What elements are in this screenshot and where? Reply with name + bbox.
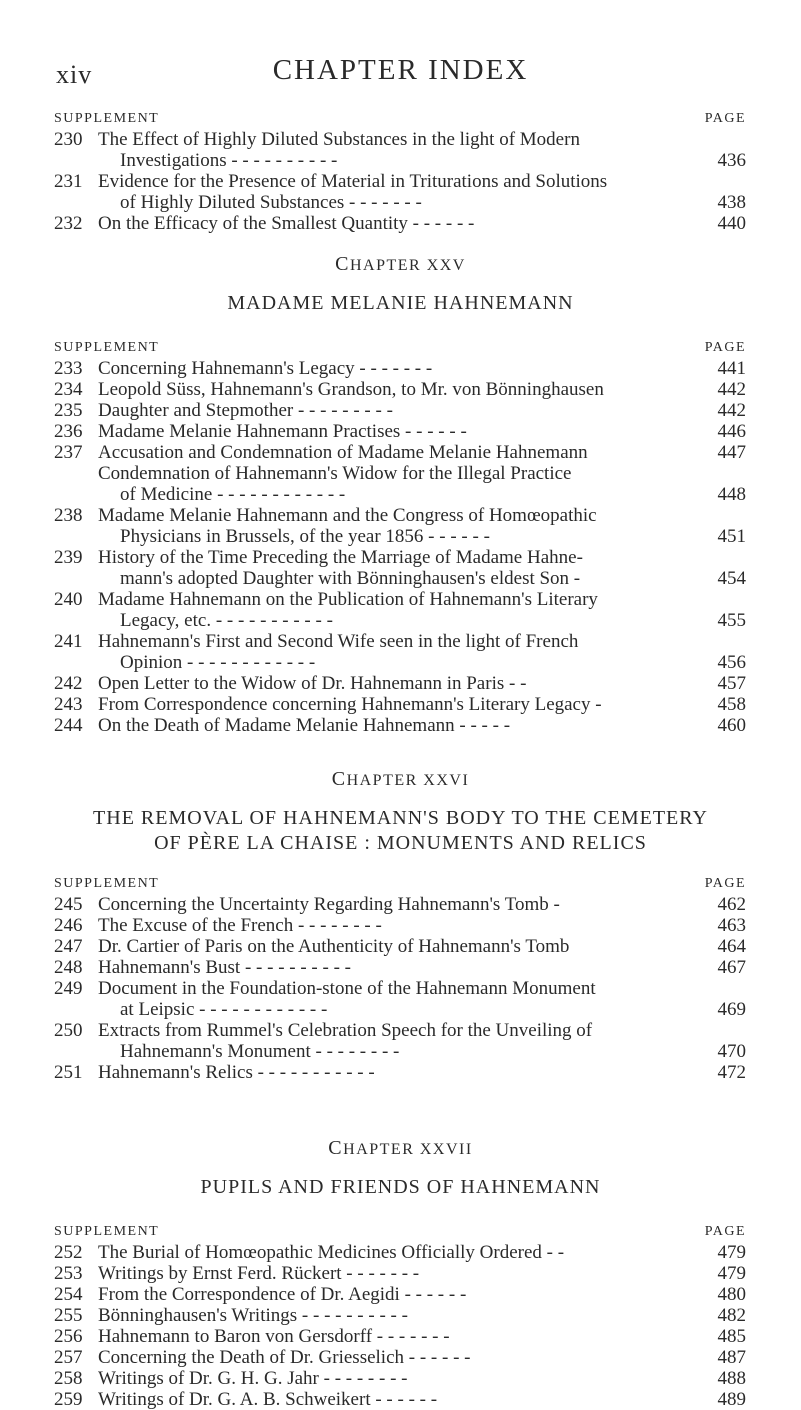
entry-title [98, 505, 686, 547]
entry-title [98, 631, 686, 673]
page-number: 467 [717, 957, 746, 978]
supplement-number: 242 [54, 673, 83, 694]
page-header: PAGE [704, 1224, 746, 1239]
column-headers [54, 336, 746, 358]
entry-title-line: From Correspondence concerning Hahnemann's Literary Legacy - [98, 694, 602, 715]
entry-title-line: From the Correspondence of Dr. Aegidi - - - - - - [98, 1284, 467, 1305]
page-number: 487 [717, 1347, 746, 1368]
page-number: 479 [717, 1263, 746, 1284]
supplement-number: 234 [54, 379, 83, 400]
section-continued [54, 107, 746, 234]
supplement-number: 257 [54, 1347, 83, 1368]
entry-title-line: at Leipsic - - - - - - - - - - - - [120, 999, 328, 1020]
entry-title [98, 978, 686, 1020]
page-number: 462 [717, 894, 746, 915]
entry-title-line: Hahnemann's Relics - - - - - - - - - - - [98, 1062, 375, 1083]
supplement-number: 246 [54, 915, 83, 936]
entry-title [98, 1020, 686, 1062]
supplement-number: 238 [54, 505, 83, 526]
supplement-header: SUPPLEMENT [54, 1224, 160, 1239]
index-entry [54, 1020, 746, 1062]
entry-title-line: Dr. Cartier of Paris on the Authenticity of Hahnemann's Tomb [98, 936, 570, 957]
entry-title-line: Madame Melanie Hahnemann Practises - - - - - - [98, 421, 467, 442]
entry-title-line: The Burial of Homœopathic Medicines Officially Ordered - - [98, 1242, 565, 1263]
index-entry [54, 1263, 746, 1284]
supplement-number: 239 [54, 547, 83, 568]
page-number: 451 [717, 526, 746, 547]
entry-title [98, 442, 686, 463]
index-entry [54, 936, 746, 957]
page-number: 479 [717, 1242, 746, 1263]
supplement-number: 248 [54, 957, 83, 978]
page-number: 447 [717, 442, 746, 463]
page-number: 456 [717, 652, 746, 673]
entry-title-line: Extracts from Rummel's Celebration Speech for the Unveiling of [98, 1020, 593, 1041]
entry-title-line: Writings of Dr. G. H. G. Jahr - - - - - - - - [98, 1368, 408, 1389]
index-entry [54, 1305, 746, 1326]
page-header: PAGE [704, 340, 746, 355]
entry-title [98, 715, 686, 736]
supplement-number: 252 [54, 1242, 83, 1263]
entry-title [98, 936, 686, 957]
index-entry [54, 978, 746, 1020]
index-entry [54, 129, 746, 171]
supplement-number: 243 [54, 694, 83, 715]
index-entry [54, 957, 746, 978]
chapter-title-line: OF PÈRE LA CHAISE : MONUMENTS AND RELICS [154, 832, 647, 854]
entry-title [98, 1263, 686, 1284]
page-number: 442 [717, 400, 746, 421]
entry-list [54, 894, 746, 1083]
entry-list [54, 129, 746, 234]
entry-title [98, 1062, 686, 1083]
index-entry [54, 379, 746, 400]
entry-title-line: Daughter and Stepmother - - - - - - - - - [98, 400, 393, 421]
page-number: 448 [717, 484, 746, 505]
supplement-number: 259 [54, 1389, 83, 1410]
entry-title-line: Writings by Ernst Ferd. Rückert - - - - - - - [98, 1263, 420, 1284]
page-number: 440 [717, 213, 746, 234]
supplement-number: 235 [54, 400, 83, 421]
supplement-number: 232 [54, 213, 83, 234]
index-entry [54, 1242, 746, 1263]
page-number: 455 [717, 610, 746, 631]
page-number: 469 [717, 999, 746, 1020]
chapter-title-xxvi [0, 806, 801, 856]
supplement-number: 244 [54, 715, 83, 736]
page-header: PAGE [704, 111, 746, 126]
index-entry [54, 421, 746, 442]
entry-title [98, 1368, 686, 1389]
entry-title-line: Physicians in Brussels, of the year 1856 - - - - - - [120, 526, 490, 547]
index-entry [54, 463, 746, 505]
index-entry [54, 505, 746, 547]
chapter-label-cap: C [335, 253, 350, 275]
entry-title [98, 915, 686, 936]
entry-title [98, 1326, 686, 1347]
index-entry [54, 915, 746, 936]
entry-title [98, 400, 686, 421]
entry-title-line: Hahnemann to Baron von Gersdorff - - - - - - - [98, 1326, 450, 1347]
supplement-number: 256 [54, 1326, 83, 1347]
index-entry [54, 715, 746, 736]
chapter-title-line: MADAME MELANIE HAHNEMANN [227, 292, 574, 314]
chapter-label-rest: HAPTER XXV [349, 257, 466, 274]
supplement-header: SUPPLEMENT [54, 340, 160, 355]
index-entry [54, 589, 746, 631]
running-title: CHAPTER INDEX [272, 54, 529, 86]
entry-title-line: Hahnemann's Monument - - - - - - - - [120, 1041, 400, 1062]
page-number: 436 [717, 150, 746, 171]
entry-list [54, 358, 746, 736]
chapter-label-xxv [0, 253, 801, 276]
entry-title [98, 673, 686, 694]
entry-title [98, 1389, 686, 1410]
section-chapter-xxv [54, 336, 746, 736]
entry-title [98, 171, 686, 213]
supplement-number: 230 [54, 129, 83, 150]
entry-title-line: Concerning the Uncertainty Regarding Hahnemann's Tomb - [98, 894, 560, 915]
section-chapter-xxvi [54, 872, 746, 1083]
chapter-label-xxvii [0, 1137, 801, 1160]
index-entry [54, 442, 746, 463]
entry-title-line: Investigations - - - - - - - - - - [120, 150, 338, 171]
entry-title [98, 894, 686, 915]
index-entry [54, 1368, 746, 1389]
index-entry [54, 358, 746, 379]
entry-list [54, 1242, 746, 1410]
supplement-number: 254 [54, 1284, 83, 1305]
column-headers [54, 107, 746, 129]
page-number: 441 [717, 358, 746, 379]
entry-title-line: On the Efficacy of the Smallest Quantity - - - - - - [98, 213, 475, 234]
index-entry [54, 1284, 746, 1305]
entry-title-line: Open Letter to the Widow of Dr. Hahnemann in Paris - - [98, 673, 527, 694]
index-entry [54, 1347, 746, 1368]
entry-title [98, 213, 686, 234]
entry-title [98, 1305, 686, 1326]
entry-title [98, 1242, 686, 1263]
page-number: 460 [717, 715, 746, 736]
chapter-title-xxvii [0, 1175, 801, 1200]
entry-title-line: Opinion - - - - - - - - - - - - [120, 652, 316, 673]
supplement-number: 231 [54, 171, 83, 192]
entry-title-line: Condemnation of Hahnemann's Widow for the Illegal Practice [98, 463, 572, 484]
page-number: 470 [717, 1041, 746, 1062]
entry-title-line: The Excuse of the French - - - - - - - - [98, 915, 382, 936]
entry-title-line: Madame Hahnemann on the Publication of Hahnemann's Literary [98, 589, 598, 610]
supplement-header: SUPPLEMENT [54, 876, 160, 891]
page-number: 457 [717, 673, 746, 694]
supplement-number: 237 [54, 442, 83, 463]
index-entry [54, 894, 746, 915]
entry-title-line: Concerning the Death of Dr. Griesselich - - - - - - [98, 1347, 471, 1368]
entry-title-line: Concerning Hahnemann's Legacy - - - - - - - [98, 358, 433, 379]
chapter-title-line: THE REMOVAL OF HAHNEMANN'S BODY TO THE CEMETERY [93, 807, 708, 829]
entry-title [98, 694, 686, 715]
supplement-number: 251 [54, 1062, 83, 1083]
index-entry [54, 694, 746, 715]
supplement-number: 258 [54, 1368, 83, 1389]
supplement-number: 247 [54, 936, 83, 957]
supplement-number: 233 [54, 358, 83, 379]
entry-title [98, 1284, 686, 1305]
page-folio: xiv [56, 60, 93, 89]
index-entry [54, 1062, 746, 1083]
entry-title-line: Hahnemann's First and Second Wife seen in the light of French [98, 631, 579, 652]
entry-title-line: of Medicine - - - - - - - - - - - - [120, 484, 346, 505]
entry-title [98, 1347, 686, 1368]
page-number: 489 [717, 1389, 746, 1410]
page-number: 438 [717, 192, 746, 213]
chapter-label-rest: HAPTER XXVI [346, 772, 470, 789]
supplement-number: 236 [54, 421, 83, 442]
page-number: 446 [717, 421, 746, 442]
supplement-number: 255 [54, 1305, 83, 1326]
entry-title [98, 379, 686, 400]
supplement-number: 249 [54, 978, 83, 999]
index-entry [54, 400, 746, 421]
supplement-number: 240 [54, 589, 83, 610]
page-number: 464 [717, 936, 746, 957]
chapter-label-cap: C [328, 1137, 344, 1159]
index-entry [54, 1389, 746, 1410]
entry-title-line: On the Death of Madame Melanie Hahnemann - - - - - [98, 715, 511, 736]
supplement-header: SUPPLEMENT [54, 111, 160, 126]
chapter-label-xxvi [0, 768, 801, 791]
entry-title [98, 957, 686, 978]
index-entry [54, 171, 746, 213]
page-number: 485 [717, 1326, 746, 1347]
chapter-title-line: PUPILS AND FRIENDS OF HAHNEMANN [200, 1176, 601, 1198]
page-number: 482 [717, 1305, 746, 1326]
page-number: 472 [717, 1062, 746, 1083]
page-number: 480 [717, 1284, 746, 1305]
entry-title-line: Leopold Süss, Hahnemann's Grandson, to Mr. von Bönninghausen [98, 379, 604, 400]
column-headers [54, 1220, 746, 1242]
page-number: 458 [717, 694, 746, 715]
supplement-number: 241 [54, 631, 83, 652]
entry-title-line: Bönninghausen's Writings - - - - - - - - - - [98, 1305, 408, 1326]
entry-title [98, 463, 686, 505]
column-headers [54, 872, 746, 894]
entry-title-line: of Highly Diluted Substances - - - - - - - [120, 192, 422, 213]
entry-title-line: Madame Melanie Hahnemann and the Congress of Homœopathic [98, 505, 597, 526]
chapter-label-rest: HAPTER XXVII [343, 1141, 473, 1158]
entry-title-line: The Effect of Highly Diluted Substances in the light of Modern [98, 129, 580, 150]
entry-title-line: Document in the Foundation-stone of the Hahnemann Monument [98, 978, 596, 999]
page-number: 488 [717, 1368, 746, 1389]
chapter-label-cap: C [331, 768, 347, 790]
entry-title [98, 358, 686, 379]
running-head [0, 54, 801, 94]
supplement-number: 253 [54, 1263, 83, 1284]
page-number: 454 [717, 568, 746, 589]
entry-title-line: Hahnemann's Bust - - - - - - - - - - [98, 957, 351, 978]
entry-title-line: mann's adopted Daughter with Bönninghausen's eldest Son - [120, 568, 581, 589]
entry-title [98, 589, 686, 631]
entry-title [98, 547, 686, 589]
supplement-number: 250 [54, 1020, 83, 1041]
entry-title-line: Evidence for the Presence of Material in Triturations and Solutions [98, 171, 608, 192]
entry-title-line: Accusation and Condemnation of Madame Melanie Hahnemann [98, 442, 588, 463]
entry-title [98, 129, 686, 171]
entry-title-line: Legacy, etc. - - - - - - - - - - - [120, 610, 333, 631]
index-entry [54, 547, 746, 589]
entry-title-line: History of the Time Preceding the Marriage of Madame Hahne- [98, 547, 583, 568]
page-number: 442 [717, 379, 746, 400]
page-number: 463 [717, 915, 746, 936]
section-chapter-xxvii [54, 1220, 746, 1410]
chapter-title-xxv [0, 291, 801, 316]
index-entry [54, 1326, 746, 1347]
index-entry [54, 631, 746, 673]
index-entry [54, 673, 746, 694]
entry-title-line: Writings of Dr. G. A. B. Schweikert - - - - - - [98, 1389, 438, 1410]
page-header: PAGE [704, 876, 746, 891]
supplement-number: 245 [54, 894, 83, 915]
index-entry [54, 213, 746, 234]
entry-title [98, 421, 686, 442]
